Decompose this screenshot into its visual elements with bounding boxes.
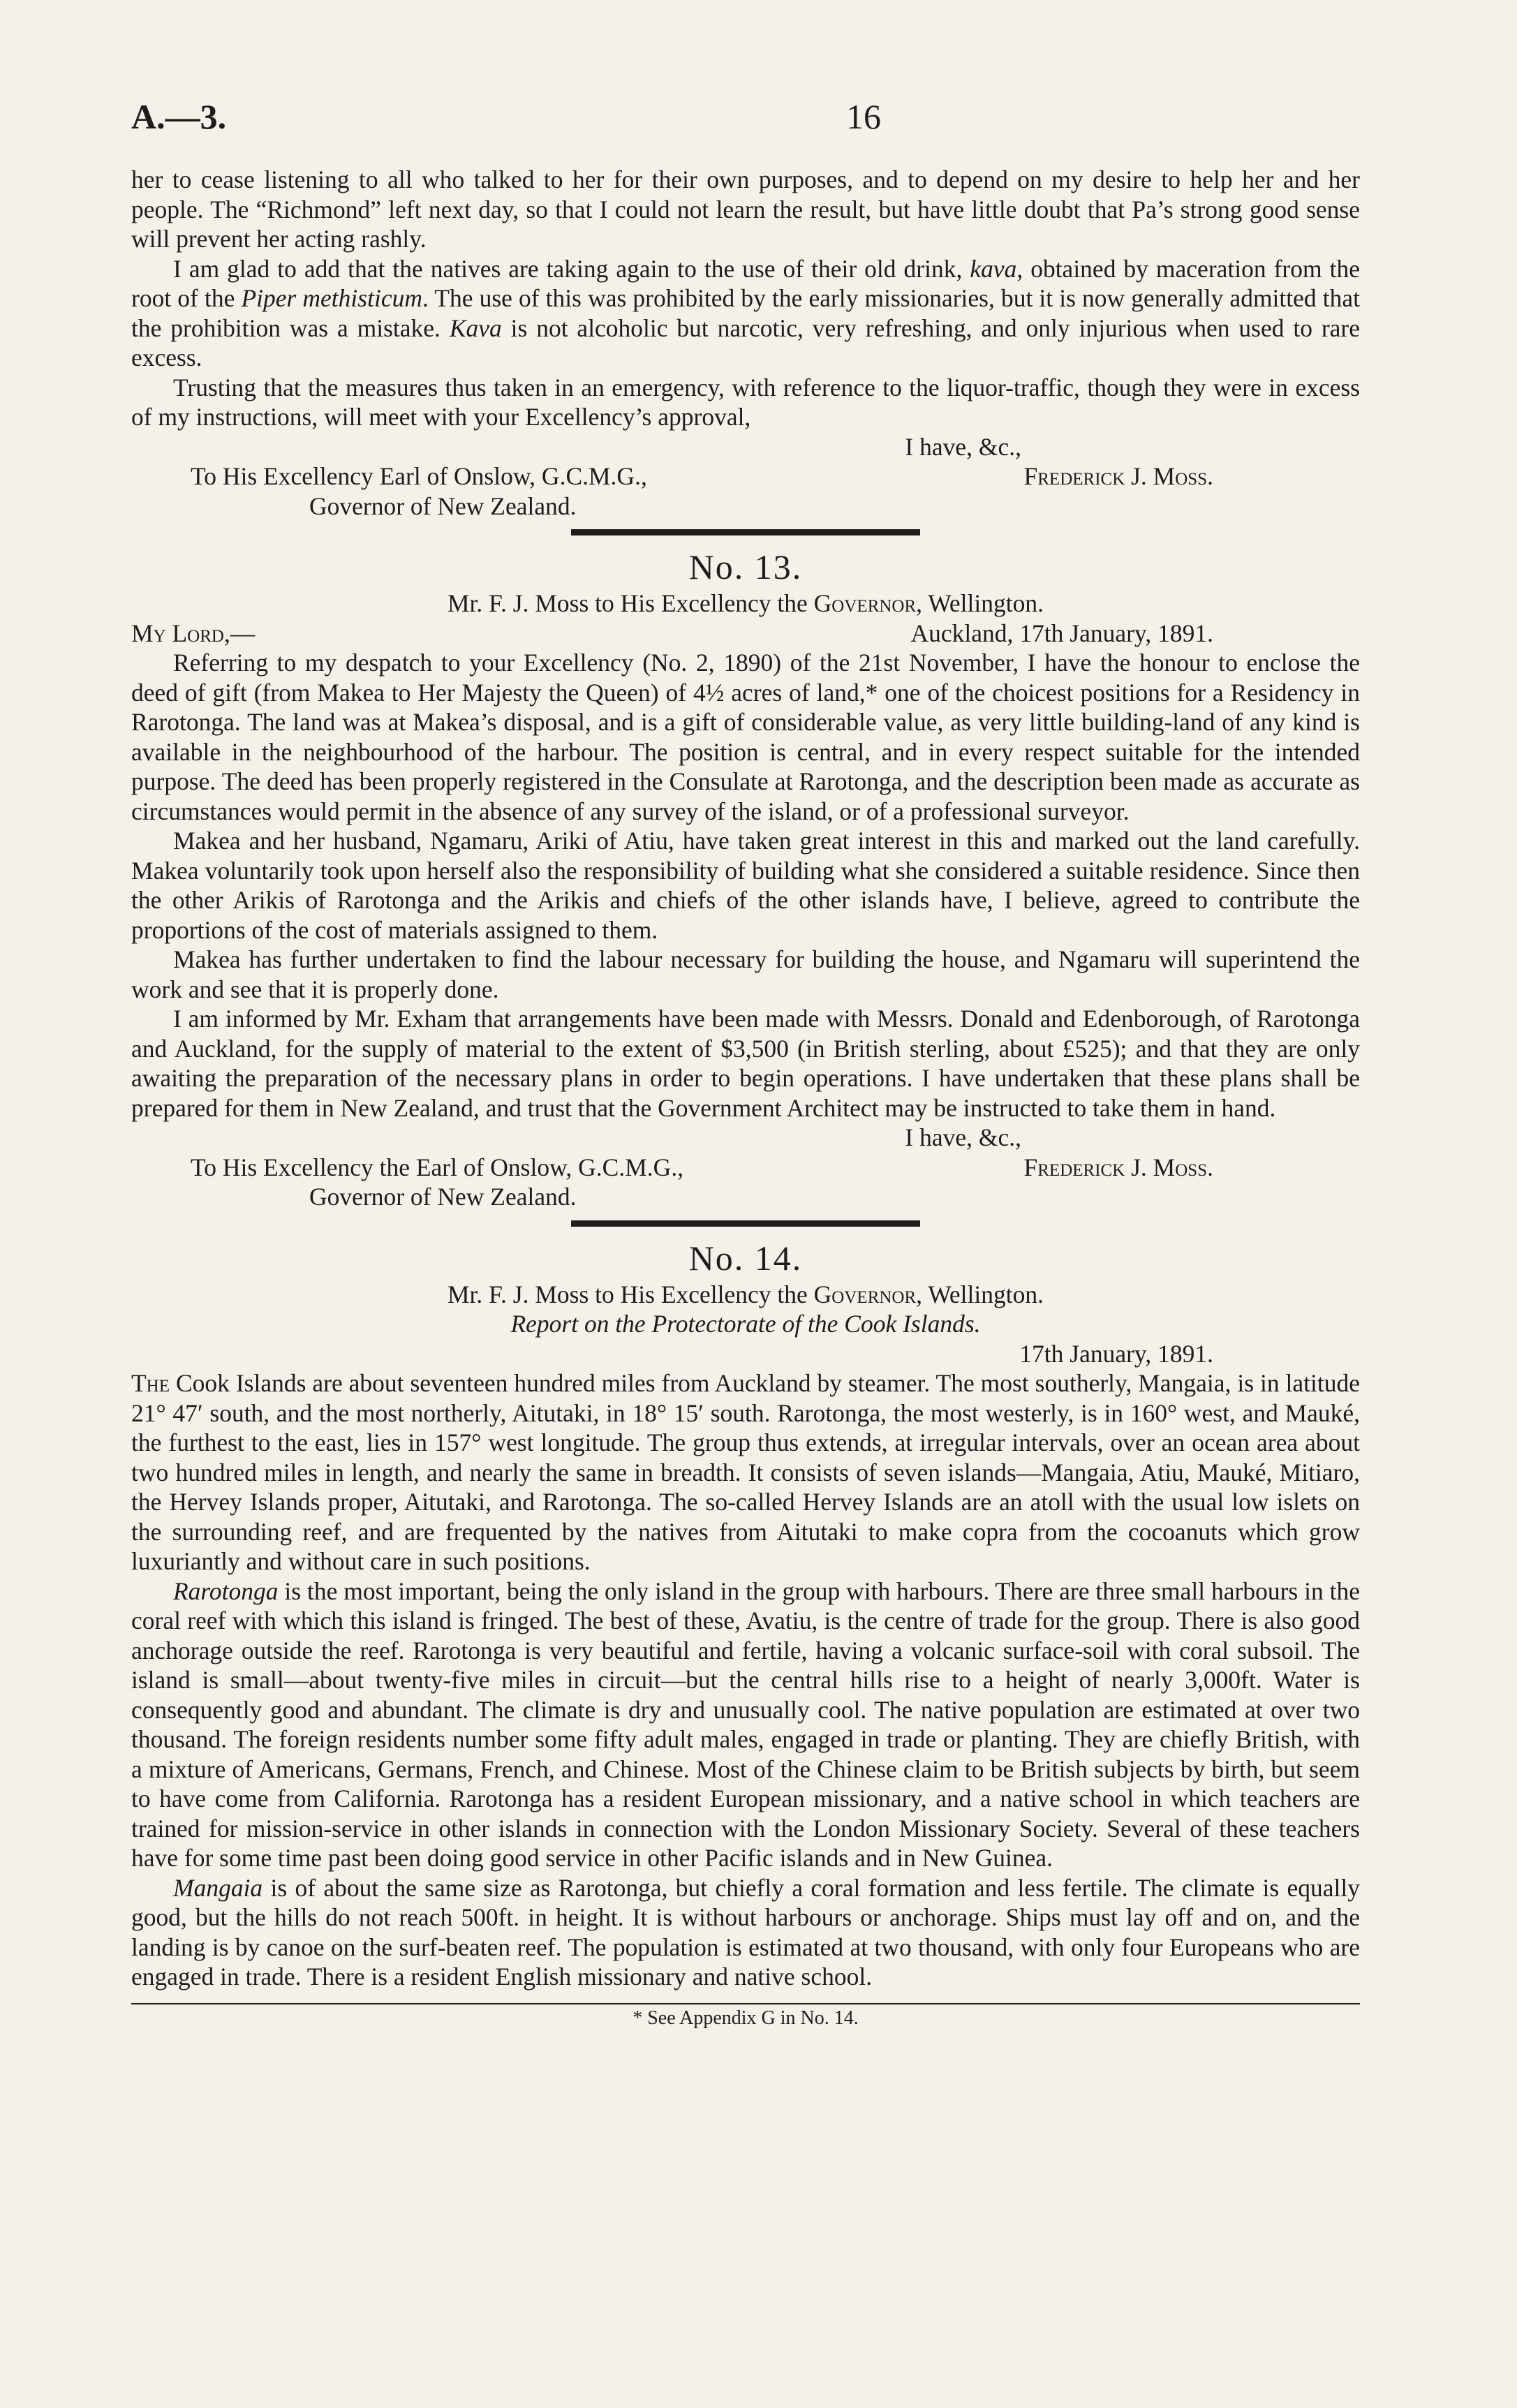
letter-14-number: No. 14. bbox=[688, 1238, 803, 1278]
letter-13-salutation: My Lord,— bbox=[131, 619, 256, 647]
letter-14-date: 17th January, 1891. bbox=[1019, 1339, 1213, 1368]
intro-signature: Frederick J. Moss. bbox=[1023, 462, 1213, 490]
letter-13-subtitle-a: Mr. F. J. Moss to His Excellency the bbox=[447, 589, 814, 617]
letter-13-governor: Governor of New Zealand. bbox=[309, 1183, 577, 1211]
letter-13-signature-block bbox=[131, 1153, 1360, 1183]
intro-p2-kava: kava bbox=[970, 254, 1017, 283]
intro-paragraph-1: her to cease listening to all who talked to her for their own purposes, and to depend on my desire to help her and her people. The “Richmond” left next day, so that I could not learn the result, but have little doubt that Pa’s strong good sense will prevent her acting rashly. bbox=[131, 165, 1360, 253]
intro-p2-kava-2: Kava bbox=[449, 313, 502, 342]
letter-13-subtitle bbox=[131, 589, 1360, 619]
page-header bbox=[131, 96, 1360, 138]
document-reference: A.—3. bbox=[131, 97, 227, 136]
intro-paragraph-3: Trusting that the measures thus taken in an emergency, with reference to the liquor-traffic, though they were in excess of my instructions, will meet with your Excellency’s approval, bbox=[131, 373, 1360, 431]
intro-p2-text-d: is not alcoholic but narcotic, very refreshing, and only injurious when used to rare excess. bbox=[131, 313, 1360, 371]
report-title-text: Report on the Protectorate of the Cook Islands. bbox=[510, 1310, 981, 1338]
letter-14-subtitle-b: , Wellington. bbox=[916, 1280, 1044, 1308]
letter-13-paragraph-1: Referring to my despatch to your Excellency (No. 2, 1890) of the 21st November, I have the honour to enclose the deed of gift (from Makea to Her Majesty the Queen) of 4½ acres of land,* one of the choicest positions for a Residency in Rarotonga. The land was at Makea’s disposal, and is a gift of considerable value, as very little building-land of any kind is available in the neighbourhood of the harbour. The position is central, and in every respect suitable for the intended purpose. The deed has been properly registered in the Consulate at Rarotonga, and the description been made as accurate as circumstances would permit in the absence of any survey of the island, or of a professional surveyor. bbox=[131, 649, 1360, 825]
letter-13-subtitle-b: , Wellington. bbox=[916, 589, 1044, 617]
report-p2-text: is the most important, being the only island in the group with harbours. There are three small harbours in the coral reef with which this island is fringed. The best of these, Avatiu, is the centre of trade for the group. There is also good anchorage outside the reef. Rarotonga is very beautiful and fertile, having a volcanic surface-soil with coral subsoil. The island is small—about twenty-five miles in circuit—but the central hills rise to a height of nearly 3,000ft. Water is consequently good and abundant. The climate is dry and unusually cool. The native population are estimated at over two thousand. The foreign residents number some fifty adult males, engaged in trade or planting. They are chiefly British, with a mixture of Americans, Germans, French, and Chinese. Most of the Chinese claim to be British subjects by birth, but seem to have come from California. Rarotonga has a resident European missionary, and a native school in which teachers are trained for mission-service in other islands in connection with the London Missionary Society. Several of these teachers have for some time past been doing good service in other Pacific islands and in New Guinea. bbox=[131, 1576, 1360, 1872]
page-number: 16 bbox=[846, 97, 881, 136]
intro-p2-piper: Piper methisticum bbox=[241, 284, 422, 312]
intro-paragraph-2 bbox=[131, 254, 1360, 373]
section-divider-13 bbox=[571, 529, 920, 535]
report-paragraph-1 bbox=[131, 1368, 1360, 1576]
intro-closing: I have, &c., bbox=[905, 432, 1021, 461]
letter-14-subtitle-governor: Governor bbox=[813, 1280, 917, 1308]
letter-13-paragraph-2: Makea and her husband, Ngamaru, Ariki of Atiu, have taken great interest in this and marked out the land carefully. Makea voluntarily took upon herself also the responsibility of building what she considered a suitable residence. Since then the other Arikis of Rarotonga and the Arikis and chiefs of the other islands have, I believe, agreed to contribute the proportions of the cost of materials assigned to them. bbox=[131, 827, 1360, 944]
footnote: * See Appendix G in No. 14. bbox=[632, 2007, 859, 2029]
letter-13-heading-row bbox=[131, 619, 1360, 649]
report-p2-island: Rarotonga bbox=[173, 1576, 279, 1605]
intro-p2-text-a: I am glad to add that the natives are taking again to the use of their old drink, bbox=[173, 254, 970, 283]
intro-signature-block bbox=[131, 461, 1360, 492]
letter-14-subtitle-a: Mr. F. J. Moss to His Excellency the bbox=[447, 1280, 814, 1308]
section-divider-14 bbox=[571, 1220, 920, 1227]
report-p3-text: is of about the same size as Rarotonga, but chiefly a coral formation and less fertile. The climate is equally good, but the hills do not reach 500ft. in height. It is without harbours or anchorage. Ships must lay off and on, and the landing is by canoe on the surf-beaten reef. The population is estimated at two thousand, with only four Europeans who are engaged in trade. There is a resident English missionary and native school. bbox=[131, 1873, 1360, 1990]
intro-addressee: To His Excellency Earl of Onslow, G.C.M.G., bbox=[191, 462, 647, 490]
report-p1-text: Cook Islands are about seventeen hundred miles from Auckland by steamer. The most southerly, Mangaia, is in latitude 21° 47′ south, and the most northerly, Aitutaki, in 18° 15′ south. Rarotonga, the most westerly, is in 160° west, and Mauké, the furthest to the east, lies in 157° west longitude. The group thus extends, at irregular intervals, over an ocean area about two hundred miles in length, and nearly the same in breadth. It consists of seven islands—Mangaia, Atiu, Mauké, Mitiaro, the Hervey Islands proper, Aitutaki, and Rarotonga. The so-called Hervey Islands are an atoll with the usual low islets on the surrounding reef, and are frequented by the natives from Aitutaki to make copra from the cocoanuts which grow luxuriantly and without care in such positions. bbox=[131, 1369, 1360, 1575]
report-p1-lead: The bbox=[131, 1369, 170, 1397]
letter-13-closing: I have, &c., bbox=[905, 1123, 1021, 1151]
letter-13-subtitle-governor: Governor bbox=[813, 589, 917, 617]
letter-13-signature: Frederick J. Moss. bbox=[1023, 1153, 1213, 1181]
intro-p2-text-c: . The use of this was prohibited by the early missionaries, but it is now generally admitted that the prohibition was a mistake. bbox=[131, 284, 1360, 342]
letter-13-paragraph-4: I am informed by Mr. Exham that arrangements have been made with Messrs. Donald and Edenborough, of Rarotonga and Auckland, for the supply of material to the extent of $3,500 (in British sterling, about £525); and that they are only awaiting the preparation of the necessary plans in order to begin operations. I have undertaken that these plans shall be prepared for them in New Zealand, and trust that the Government Architect may be instructed to take them in hand. bbox=[131, 1005, 1360, 1122]
report-title bbox=[131, 1309, 1360, 1339]
letter-14-subtitle bbox=[131, 1280, 1360, 1310]
report-p3-island: Mangaia bbox=[173, 1873, 263, 1902]
letter-13-addressee: To His Excellency the Earl of Onslow, G.C.M.G., bbox=[191, 1153, 684, 1181]
letter-13-paragraph-3: Makea has further undertaken to find the labour necessary for building the house, and Ngamaru will superintend the work and see that it is properly done. bbox=[131, 945, 1360, 1003]
report-paragraph-2 bbox=[131, 1576, 1360, 1873]
page-body bbox=[131, 165, 1360, 2032]
intro-governor: Governor of New Zealand. bbox=[309, 492, 577, 520]
letter-13-number: No. 13. bbox=[688, 547, 803, 586]
letter-13-date: Auckland, 17th January, 1891. bbox=[910, 619, 1213, 647]
report-paragraph-3 bbox=[131, 1873, 1360, 1992]
intro-p2-text-b: , obtained by maceration from the root of the bbox=[131, 254, 1360, 312]
